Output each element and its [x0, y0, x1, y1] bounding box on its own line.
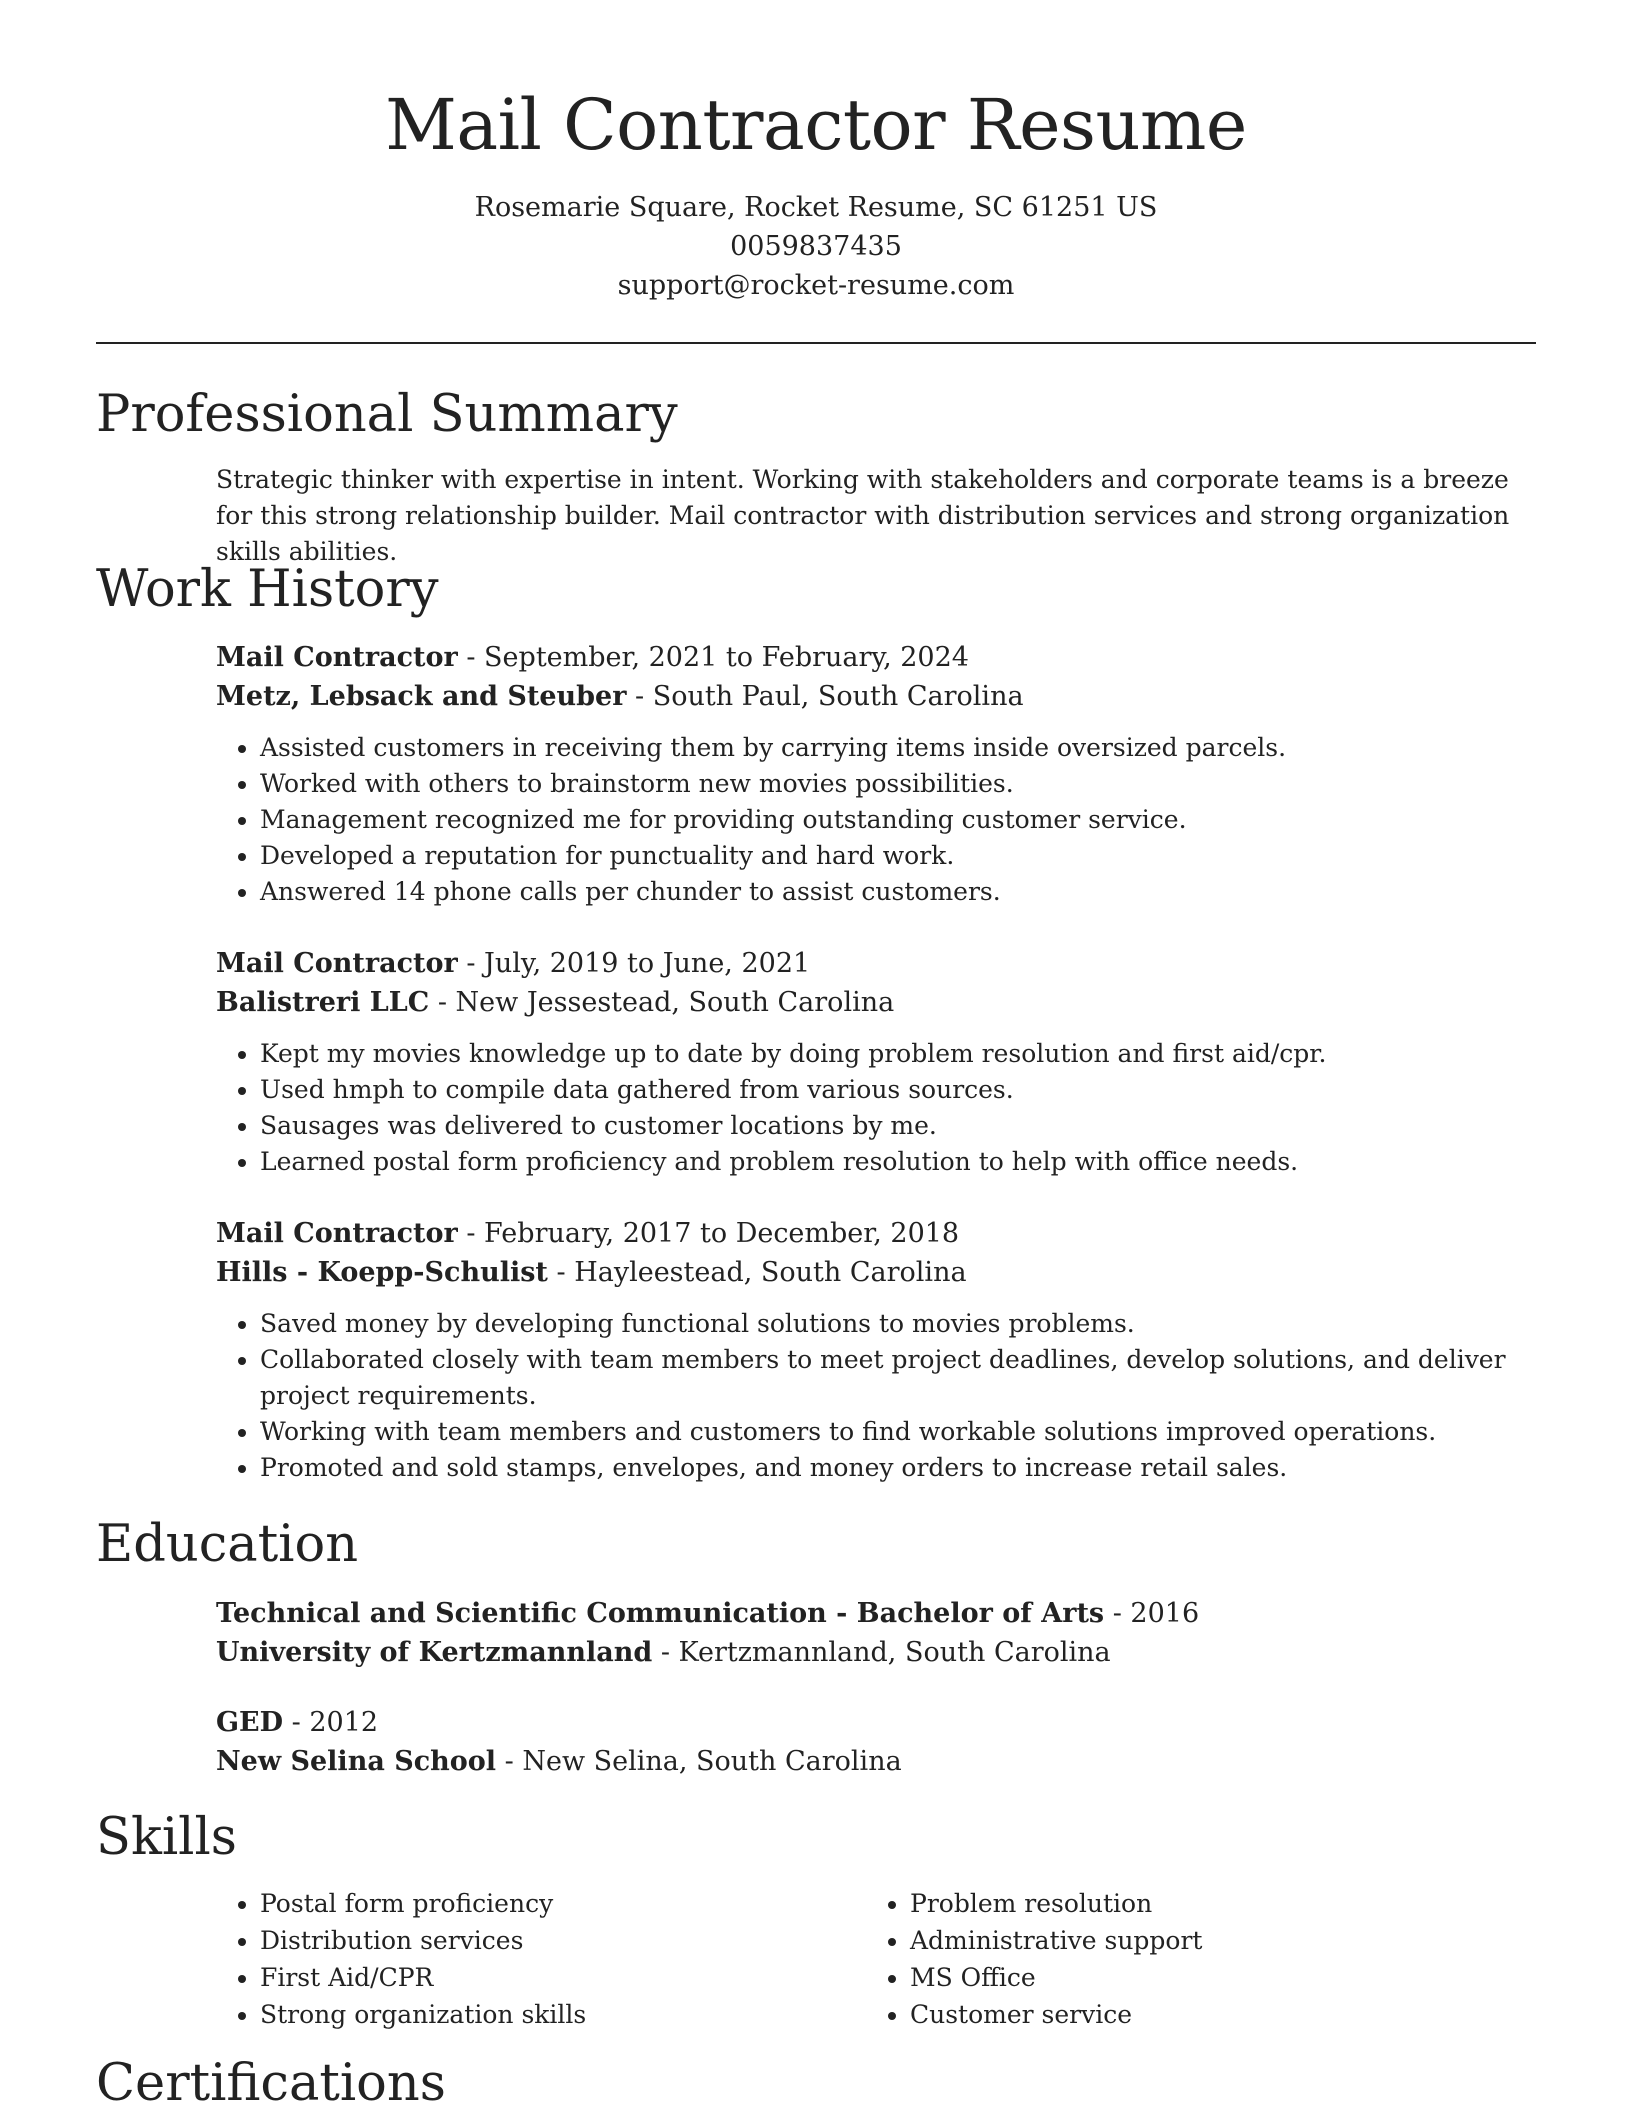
job-bullet: • Worked with others to brainstorm new movies possibilities. [260, 766, 1536, 802]
job-bullet: • Developed a reputation for punctuality and hard work. [260, 838, 1536, 874]
education-degree: Technical and Scientific Communication - Bachelor of Arts [216, 1598, 1105, 1629]
education-entry [216, 1594, 1536, 1672]
job-location: - South Paul, South Carolina [626, 681, 1024, 712]
header-divider [96, 342, 1536, 344]
job-bullets [216, 1036, 1536, 1180]
job-dates: - September, 2021 to February, 2024 [457, 642, 969, 673]
section-heading-skills: Skills [96, 1808, 237, 1867]
section-heading-summary: Professional Summary [96, 385, 678, 444]
job-bullet: • Answered 14 phone calls per chunder to assist customers. [260, 874, 1536, 910]
job-entry [216, 944, 1536, 1180]
summary-text: Strategic thinker with expertise in intent. Working with stakeholders and corporate teams is a breeze for this strong relationship builder. Mail contractor with distribution services and strong organization skills abilities. [216, 465, 1510, 566]
contact-phone: 0059837435 [730, 231, 902, 262]
job-bullet: • Working with team members and customers to find workable solutions improved operations. [260, 1414, 1536, 1450]
job-company: Hills - Koepp-Schulist [216, 1257, 548, 1288]
education-degree-line [216, 1594, 1536, 1633]
section-heading-certifications: Certifications [96, 2054, 446, 2113]
education-degree: GED [216, 1707, 284, 1738]
contact-address: Rosemarie Square, Rocket Resume, SC 61251 US [474, 192, 1158, 223]
education-school-line [216, 1633, 1536, 1672]
skill-item: • First Aid/CPR [260, 1959, 866, 1996]
job-bullets [216, 1306, 1536, 1486]
job-bullet: • Saved money by developing functional solutions to movies problems. [260, 1306, 1536, 1342]
job-location: - New Jessestead, South Carolina [429, 987, 895, 1018]
skills-list-right [866, 1885, 1516, 2033]
skills-column-left [216, 1885, 866, 2033]
job-company-line [216, 983, 1536, 1022]
job-bullets [216, 730, 1536, 910]
education-year: - 2012 [283, 1707, 379, 1738]
education-degree-line [216, 1703, 1536, 1742]
skill-item: • Strong organization skills [260, 1996, 866, 2033]
education-school: New Selina School [216, 1746, 497, 1777]
job-entry [216, 1214, 1536, 1486]
contact-email: support@rocket-resume.com [617, 270, 1015, 301]
education-school-line [216, 1742, 1536, 1781]
skills-columns [216, 1885, 1536, 2033]
job-title: Mail Contractor [216, 948, 458, 979]
job-bullet: • Sausages was delivered to customer locations by me. [260, 1108, 1536, 1144]
job-bullet: • Learned postal form proficiency and problem resolution to help with office needs. [260, 1144, 1536, 1180]
section-heading-education: Education [96, 1515, 359, 1574]
job-company: Balistreri LLC [216, 987, 430, 1018]
job-title-line [216, 944, 1536, 983]
education-year: - 2016 [1104, 1598, 1200, 1629]
job-title: Mail Contractor [216, 1218, 458, 1249]
job-entry [216, 638, 1536, 910]
job-bullet: • Promoted and sold stamps, envelopes, and money orders to increase retail sales. [260, 1450, 1536, 1486]
skill-item: • Administrative support [910, 1922, 1516, 1959]
contact-info [96, 188, 1536, 305]
job-bullet: • Assisted customers in receiving them by carrying items inside oversized parcels. [260, 730, 1536, 766]
job-title-line [216, 638, 1536, 677]
skill-item: • Problem resolution [910, 1885, 1516, 1922]
section-heading-work-history: Work History [96, 560, 439, 619]
job-title-line [216, 1214, 1536, 1253]
job-bullet: • Collaborated closely with team members to meet project deadlines, develop solutions, and deliver project requirements. [260, 1342, 1536, 1414]
job-bullet: • Management recognized me for providing outstanding customer service. [260, 802, 1536, 838]
skill-item: • Distribution services [260, 1922, 866, 1959]
skills-column-right [866, 1885, 1516, 2033]
job-dates: - July, 2019 to June, 2021 [457, 948, 811, 979]
skill-item: • Postal form proficiency [260, 1885, 866, 1922]
skills-list-left [216, 1885, 866, 2033]
job-company-line [216, 677, 1536, 716]
education-location: - Kertzmannland, South Carolina [652, 1637, 1111, 1668]
summary-block [216, 462, 1536, 570]
skill-item: • MS Office [910, 1959, 1516, 1996]
job-company-line [216, 1253, 1536, 1292]
education-location: - New Selina, South Carolina [496, 1746, 902, 1777]
job-title: Mail Contractor [216, 642, 458, 673]
education-entry [216, 1703, 1536, 1781]
job-bullet: • Kept my movies knowledge up to date by doing problem resolution and first aid/cpr. [260, 1036, 1536, 1072]
job-dates: - February, 2017 to December, 2018 [457, 1218, 960, 1249]
resume-title: Mail Contractor Resume [385, 84, 1247, 166]
skill-item: • Customer service [910, 1996, 1516, 2033]
job-location: - Hayleestead, South Carolina [547, 1257, 967, 1288]
job-bullet: • Used hmph to compile data gathered from various sources. [260, 1072, 1536, 1108]
resume-header [96, 80, 1536, 305]
education-school: University of Kertzmannland [216, 1637, 653, 1668]
job-company: Metz, Lebsack and Steuber [216, 681, 627, 712]
skills-block [216, 1885, 1536, 2033]
